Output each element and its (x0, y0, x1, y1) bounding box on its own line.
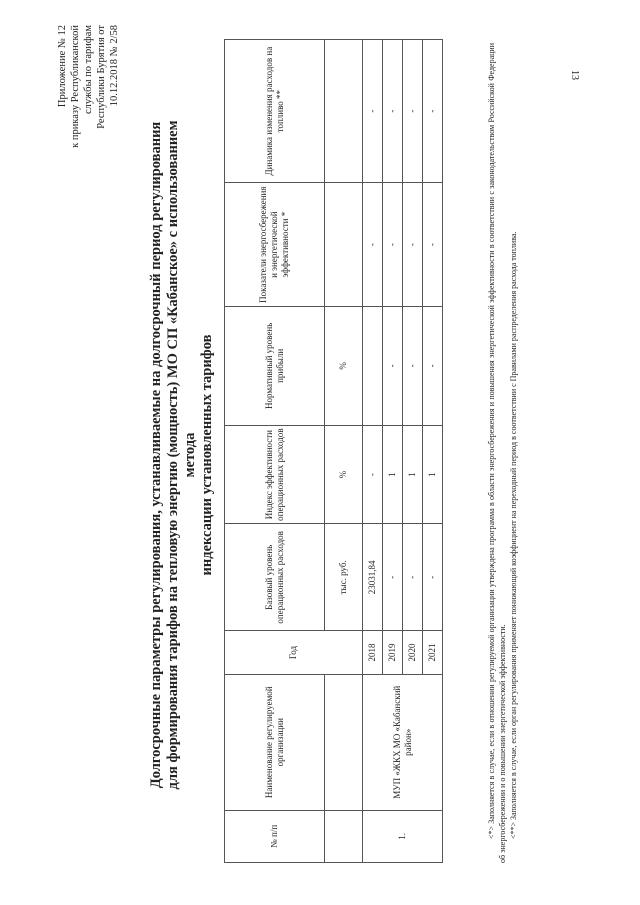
row-base: 23031,84 (363, 524, 383, 631)
row-year: 2018 (363, 631, 383, 675)
row-dyn: - (383, 40, 403, 183)
row-index: 1 (423, 425, 443, 524)
row-index: - (363, 425, 383, 524)
row-index: 1 (403, 425, 423, 524)
header-dyn: Динамика изменения расходов на топливо ** (225, 40, 325, 183)
row-dyn: - (363, 40, 383, 183)
table-units-row (325, 40, 363, 863)
title-line-1: Долгосрочные параметры регулирования, устанавливаемые на долгосрочный период регулирования (148, 121, 164, 789)
row-base: - (423, 524, 443, 631)
title-line-2: для формирования тарифов на тепловую энергию (мощность) МО СП «Кабанское» с использованием метода (165, 120, 198, 790)
row-dyn: - (423, 40, 443, 183)
row-year: 2019 (383, 631, 403, 675)
row-base: - (403, 524, 423, 631)
row-eff: - (383, 183, 403, 307)
unit-norm: % (325, 306, 363, 425)
table-row (363, 40, 383, 863)
row-year: 2020 (403, 631, 423, 675)
page-number: 13 (569, 70, 580, 80)
row-index: 1 (383, 425, 403, 524)
header-norm: Нормативный уровень прибыли (225, 306, 325, 425)
row-base: - (383, 524, 403, 631)
appendix-line-1: Приложение № 12 (57, 25, 68, 108)
row-dyn: - (403, 40, 423, 183)
unit-index: % (325, 425, 363, 524)
unit-org (325, 674, 363, 810)
table-header-row (225, 40, 325, 863)
unit-base: тыс. руб. (325, 524, 363, 631)
footnotes (486, 43, 519, 863)
row-year: 2021 (423, 631, 443, 675)
parameters-table (224, 39, 443, 863)
row-eff: - (423, 183, 443, 307)
org-name: МУП «ЖКХ МО «Кабанский район» (363, 674, 443, 810)
header-base: Базовый уровень операционных расходов (225, 524, 325, 631)
header-eff: Показатели энергосбережения и энергетической эффективности * (225, 183, 325, 307)
document-title (148, 105, 216, 805)
header-index: Индекс эффективности операционных расходов (225, 425, 325, 524)
header-org: Наименование регулируемой организации (225, 674, 325, 810)
row-norm: - (423, 306, 443, 425)
unit-dyn (325, 40, 363, 183)
appendix-line-2: к приказу Республиканской службы по тарифам (70, 25, 94, 148)
title-line-3: индексации установленных тарифов (199, 334, 215, 576)
footnote-2: <**> Заполняется в случае, если орган регулирования применяет понижающий коэффициент на переходный период в соответствии с Правилами распределения расхода топлива. (509, 231, 518, 839)
row-norm: - (403, 306, 423, 425)
row-eff: - (363, 183, 383, 307)
header-num: № п/п (225, 810, 325, 862)
appendix-line-3: Республики Бурятия от 10.12.2018 № 2/58 (96, 25, 120, 129)
unit-num (325, 810, 363, 862)
unit-eff (325, 183, 363, 307)
row-norm (363, 306, 383, 425)
footnote-1: <*> Заполняется в случае, если в отношении регулируемой организации утверждена программа в области энергосбережения и повышения энергетической эффективности в соответствии с законодательством Российской Федерации об энергосбережении и о повышении энергетической эффективности. (487, 43, 507, 863)
header-year: Год (225, 631, 363, 675)
row-norm: - (383, 306, 403, 425)
appendix-reference (56, 25, 121, 170)
row-eff: - (403, 183, 423, 307)
org-number: 1. (363, 810, 443, 862)
